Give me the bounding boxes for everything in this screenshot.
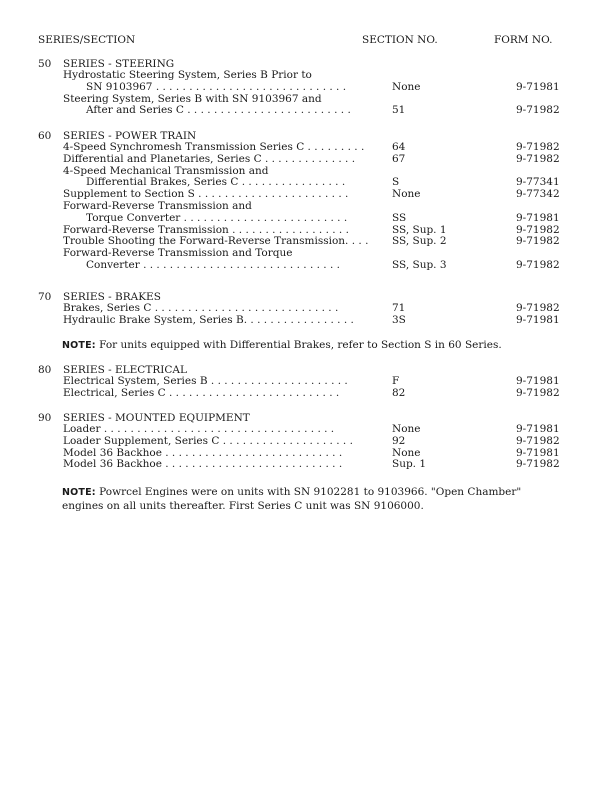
entry-title: Loader . . . . . . . . . . . . . . . . . . . . . . . . . . . . . . . . . . . <box>63 423 335 435</box>
entry-form: 9-71981 <box>516 211 560 224</box>
entry-form: 9-71982 <box>516 434 560 447</box>
entry-form: 9-71981 <box>516 423 560 435</box>
entry-title: Model 36 Backhoe . . . . . . . . . . . . . . . . . . . . . . . . . . . <box>63 446 343 459</box>
entry-form: 9-71981 <box>516 375 560 387</box>
list-item <box>38 315 558 327</box>
entry-section: None <box>392 188 421 201</box>
list-item <box>38 436 558 448</box>
entry-form: 9-71981 <box>516 446 560 459</box>
entry-title: Loader Supplement, Series C . . . . . . . . . . . . . . . . . . . . <box>63 434 353 447</box>
entry-section: F <box>392 375 400 387</box>
entry-title: 4-Speed Mechanical Transmission and <box>63 164 269 177</box>
entry-section: None <box>392 446 421 459</box>
entry-section: 3S <box>392 313 406 326</box>
header-form-no: FORM NO. <box>494 34 553 46</box>
entry-title: Hydraulic Brake System, Series B. . . . . . . . . . . . . . . . . <box>63 313 354 326</box>
entry-section: 51 <box>392 104 406 117</box>
note-differential-brakes <box>62 339 562 353</box>
section-60 <box>38 130 558 272</box>
entry-section: SS, Sup. 2 <box>392 235 447 248</box>
entry-title: Brakes, Series C . . . . . . . . . . . . . . . . . . . . . . . . . . . . <box>63 302 339 314</box>
entry-form: 9-71982 <box>516 258 560 271</box>
section-number: 50 <box>38 58 52 70</box>
entry-section: None <box>392 423 421 435</box>
entry-section: SS, Sup. 1 <box>392 223 447 236</box>
entry-title: Steering System, Series B with SN 9103967 and <box>63 92 322 105</box>
section-name: SERIES - BRAKES <box>63 291 161 303</box>
entry-section: 82 <box>392 386 406 399</box>
list-item <box>38 260 558 272</box>
entry-form: 9-71981 <box>516 80 560 93</box>
entry-title: 4-Speed Synchromesh Transmission Series C . . . . . . . . . <box>63 141 365 153</box>
note-label: NOTE: <box>62 487 96 498</box>
entry-form: 9-71982 <box>516 458 560 471</box>
entry-section: S <box>392 176 400 189</box>
entry-form: 9-71982 <box>516 235 560 248</box>
section-name: SERIES - STEERING <box>63 58 175 70</box>
entry-form: 9-71982 <box>516 141 560 153</box>
entry-form: 9-71982 <box>516 386 560 399</box>
entry-section: 71 <box>392 302 406 314</box>
entry-form: 9-77342 <box>516 188 560 201</box>
header-series-section: SERIES/SECTION <box>38 34 136 46</box>
section-name: SERIES - ELECTRICAL <box>63 364 187 376</box>
list-item <box>38 213 558 225</box>
entry-section: 67 <box>392 152 406 165</box>
section-number: 80 <box>38 364 52 376</box>
entry-form: 9-71982 <box>516 152 560 165</box>
list-item <box>38 201 558 213</box>
entry-form: 9-71982 <box>516 223 560 236</box>
entry-title: Electrical, Series C . . . . . . . . . . . . . . . . . . . . . . . . . . <box>63 386 340 399</box>
note-engines <box>62 486 552 512</box>
entry-section: SS <box>392 211 407 224</box>
section-90 <box>38 412 558 471</box>
entry-section: Sup. 1 <box>392 458 427 471</box>
list-item <box>38 459 558 471</box>
section-number: 90 <box>38 412 52 424</box>
entry-title: Forward-Reverse Transmission . . . . . . . . . . . . . . . . . . <box>63 223 349 236</box>
note-text: Powrcel Engines were on units with SN 9102281 to 9103966. "Open Chamber" engines on all units thereafter. First Series C unit was SN 9106000. <box>62 486 522 512</box>
section-name: SERIES - MOUNTED EQUIPMENT <box>63 412 250 424</box>
entry-title: Electrical System, Series B . . . . . . . . . . . . . . . . . . . . . <box>63 375 348 387</box>
entry-section: None <box>392 80 421 93</box>
entry-section: SS, Sup. 3 <box>392 258 447 271</box>
entry-title: After and Series C . . . . . . . . . . . . . . . . . . . . . . . . . <box>86 104 351 117</box>
entry-title: SN 9103967 . . . . . . . . . . . . . . . . . . . . . . . . . . . . . <box>86 80 347 93</box>
list-item <box>38 154 558 166</box>
section-50 <box>38 58 558 117</box>
entry-section: 92 <box>392 434 406 447</box>
entry-title: Differential Brakes, Series C . . . . . . . . . . . . . . . . <box>86 176 346 189</box>
entry-title: Differential and Planetaries, Series C . . . . . . . . . . . . . . <box>63 152 356 165</box>
section-number: 70 <box>38 291 52 303</box>
entry-section: 64 <box>392 141 406 153</box>
note-label: NOTE: <box>62 340 96 351</box>
entry-title: Forward-Reverse Transmission and <box>63 199 252 212</box>
entry-title: Forward-Reverse Transmission and Torque <box>63 247 293 260</box>
entry-title: Converter . . . . . . . . . . . . . . . . . . . . . . . . . . . . . . <box>86 258 340 271</box>
list-item <box>38 82 558 94</box>
entry-title: Hydrostatic Steering System, Series B Prior to <box>63 69 312 81</box>
list-item <box>38 105 558 117</box>
entry-form: 9-77341 <box>516 176 560 189</box>
section-number: 60 <box>38 130 52 142</box>
entry-title: Trouble Shooting the Forward-Reverse Transmission. . . . <box>63 235 369 248</box>
entry-form: 9-71981 <box>516 313 560 326</box>
entry-form: 9-71982 <box>516 302 560 314</box>
header-section-no: SECTION NO. <box>362 34 438 46</box>
entry-title: Model 36 Backhoe . . . . . . . . . . . . . . . . . . . . . . . . . . . <box>63 458 343 471</box>
note-text: For units equipped with Differential Brakes, refer to Section S in 60 Series. <box>99 339 502 351</box>
section-70 <box>38 291 558 327</box>
list-item <box>38 388 558 400</box>
entry-title: Torque Converter . . . . . . . . . . . . . . . . . . . . . . . . . <box>86 211 348 224</box>
section-80 <box>38 364 558 400</box>
entry-title: Supplement to Section S . . . . . . . . . . . . . . . . . . . . . . . <box>63 188 349 201</box>
section-name: SERIES - POWER TRAIN <box>63 130 197 142</box>
entry-form: 9-71982 <box>516 104 560 117</box>
